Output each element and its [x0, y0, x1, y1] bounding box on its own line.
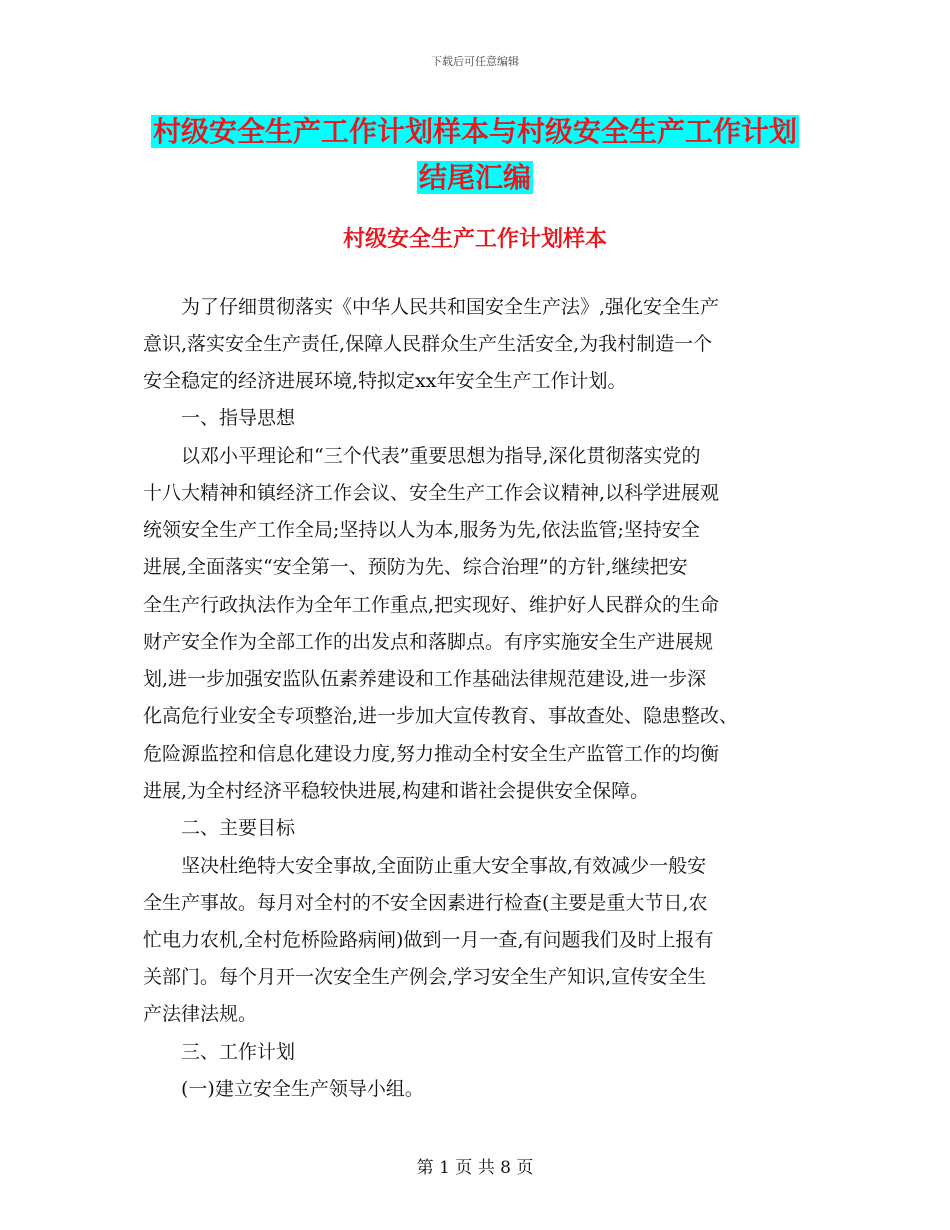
document-title-line-2: 结尾汇编: [418, 161, 531, 194]
body-line: 划,进一步加强安监队伍素养建设和工作基础法律规范建设,进一步深: [143, 668, 707, 690]
page-header-note: 下载后可任意编辑: [431, 55, 519, 68]
body-line: 以邓小平理论和“三个代表”重要思想为指导,深化贯彻落实党的: [143, 445, 701, 467]
section-title: 村级安全生产工作计划样本: [342, 227, 607, 252]
page-footer: 第 1 页 共 8 页: [416, 1158, 534, 1178]
body-line: 财产安全作为全部工作的出发点和落脚点。有序实施安全生产进展规: [143, 631, 714, 653]
body-line: 关部门。每个月开一次安全生产例会,学习安全生产知识,宣传安全生: [143, 966, 707, 988]
body-line: 意识,落实安全生产责任,保障人民群众生产生活安全,为我村制造一个: [143, 333, 713, 355]
body-line: (一)建立安全生产领导小组。: [143, 1078, 424, 1100]
body-line: 产法律法规。: [143, 1003, 258, 1025]
body-line: 危险源监控和信息化建设力度,努力推动全村安全生产监管工作的均衡: [143, 743, 720, 765]
body-line: 为了仔细贯彻落实《中华人民共和国安全生产法》,强化安全生产: [143, 296, 720, 318]
body-line: 进展,为全村经济平稳较快进展,构建和谐社会提供安全保障。: [143, 780, 650, 802]
body-line: 安全稳定的经济进展环境,特拟定xx年安全生产工作计划。: [143, 370, 627, 392]
body-line: 化高危行业安全专项整治,进一步加大宣传教育、事故查处、隐患整改、: [143, 705, 739, 727]
body-line: 进展,全面落实“安全第一、预防为先、综合治理”的方针,继续把安: [143, 556, 688, 578]
heading-main-goals: 二、主要目标: [143, 817, 296, 839]
body-line: 坚决杜绝特大安全事故,全面防止重大安全事故,有效减少一般安: [143, 855, 707, 877]
heading-work-plan: 三、工作计划: [143, 1041, 296, 1063]
body-line: 忙电力农机,全村危桥险路病闸)做到一月一查,有问题我们及时上报有: [143, 929, 714, 951]
body-line: 十八大精神和镇经济工作会议、安全生产工作会议精神,以科学进展观: [143, 482, 720, 504]
heading-guiding-ideology: 一、指导思想: [143, 407, 296, 429]
body-line: 全生产事故。每月对全村的不安全因素进行检查(主要是重大节日,农: [143, 892, 708, 914]
body-line: 全生产行政执法作为全年工作重点,把实现好、维护好人民群众的生命: [143, 594, 720, 616]
document-title-line-1: 村级安全生产工作计划样本与村级安全生产工作计划: [152, 115, 797, 148]
body-line: 统领安全生产工作全局;坚持以人为本,服务为先,依法监管;坚持安全: [143, 519, 700, 541]
